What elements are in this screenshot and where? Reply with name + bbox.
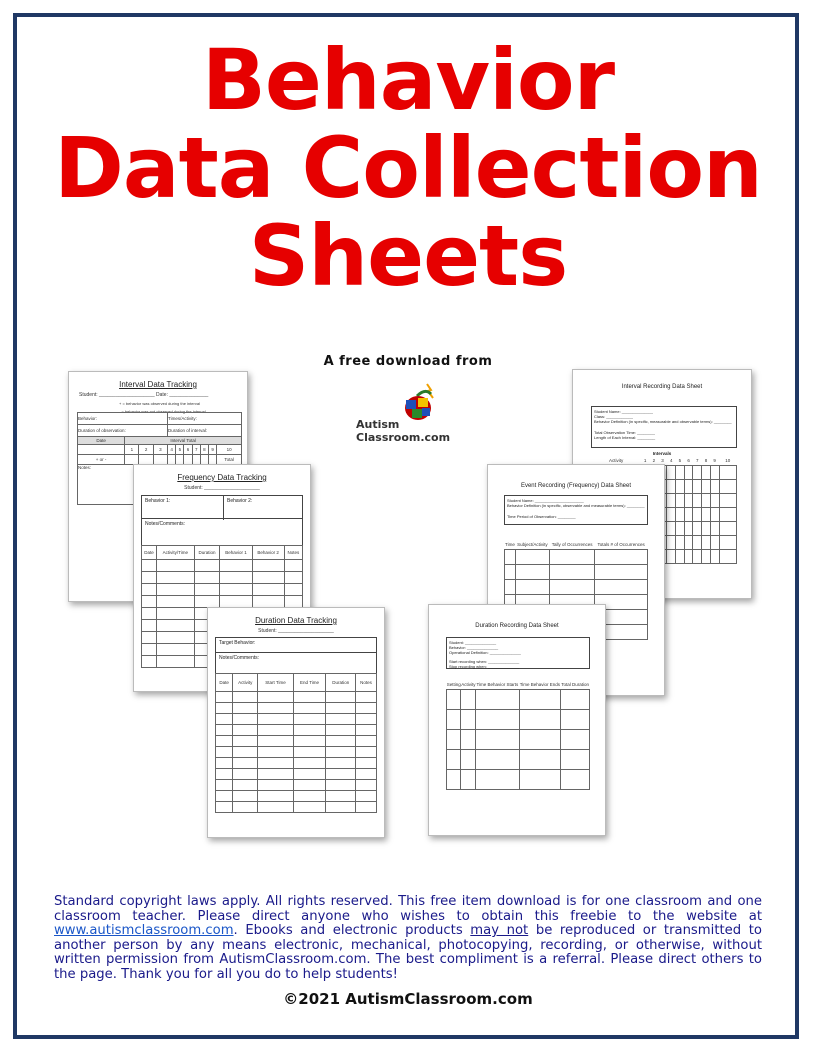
title-line-2: Data Collection — [54, 119, 762, 217]
event-recording-sheet-thumbnail: Event Recording (Frequency) Data Sheet Student Name: ______________________ Behavior Definition (in specific, observable and measurable terms): ________ Time Period of Observation: ________ Time Subject/Activity Tally of Occurrences Totals # of Occurrences — [487, 464, 665, 696]
website-link[interactable]: www.autismclassroom.com — [54, 923, 234, 939]
sheet-title: Duration Recording Data Sheet — [475, 623, 559, 629]
title-line-3: Sheets — [248, 207, 568, 305]
frequency-table: Date Activity/Time Duration Behavior 1 Behavior 2 Notes — [141, 545, 303, 668]
copyright-line: ©2021 AutismClassroom.com — [283, 990, 533, 1008]
copyright-notice: Standard copyright laws apply. All rights reserved. This free item download is for one classroom and one classroom teacher. Please direct anyone who wishes to obtain this freebie to the website at www.autismclassroom.com. Ebooks and electronic products may not be reproduced or transmitted to another person by any means electronic, mechanical, photocopying, recording, or otherwise, without written permission from AutismClassroom.com. The best compliment is a referral. Please direct others to the page. Thank you for all you do to help students! — [54, 894, 762, 982]
event-recording-table: Time Subject/Activity Tally of Occurrences Totals # of Occurrences — [504, 541, 648, 640]
free-download-text: A free download from — [323, 354, 493, 369]
interval-recording-table: Activity 1 2 3 4 5 6 7 8 9 10 — [591, 457, 737, 564]
sheet-title: Duration Data Tracking — [255, 616, 337, 625]
duration-recording-table: Setting Activity Time Behavior Starts Time Behavior Ends Total Duration — [446, 681, 590, 790]
duration-table: Date Activity Start Time End Time Duration Notes — [215, 673, 377, 813]
title-line-1: Behavior — [201, 31, 615, 129]
sheet-title: Event Recording (Frequency) Data Sheet — [520, 483, 632, 489]
interval-recording-sheet-thumbnail: Interval Recording Data Sheet Student Name: ______________ Class: ____________ Behavior Definition (in specific, measurable and observable terms): ________ Total Observation Time: ________ Length of Each Interval: ________ Intervals Activity 1 2 3 4 5 6 7 8 9 10 — [572, 369, 752, 599]
duration-data-sheet-thumbnail: Duration Data Tracking Student: ____________________ Target Behavior: Notes/Comments: Date Activity Start Time End Time Duration Notes — [207, 607, 385, 838]
sheet-title: Interval Recording Data Sheet — [621, 384, 703, 390]
sheet-title: Frequency Data Tracking — [177, 473, 267, 482]
sheet-title: Interval Data Tracking — [119, 380, 197, 389]
sheet-student: Student: ____________________ Date: ______________ — [79, 392, 209, 398]
duration-recording-sheet-thumbnail: Duration Recording Data Sheet Student: ______________ Behavior: ______________ Operational Definition: ______________ Start recording when: ______________ Stop recording when: ______________ Setting Activity Time Behavior Starts Time Behavior Ends Total Duration — [428, 604, 606, 836]
frequency-data-sheet-thumbnail: Frequency Data Tracking Student: ____________________ Behavior 1: Behavior 2: Notes/Comments: Date Activity/Time Duration Behavior 1 Behavior 2 Notes — [133, 464, 311, 692]
page-title — [0, 31, 816, 305]
interval-table: Behavior: Times/Activity: Duration of observation: Duration of interval: Date Interval Total 1 2 3 4 5 6 7 8 9 10 + or - Total Notes: — [77, 412, 242, 505]
logo-text: Autism Classroom.com — [356, 418, 451, 444]
interval-data-sheet-thumbnail: Interval Data Tracking Student: ____________________ Date: ______________ + = behavior was observed during the interval - = behavior was not observed during the interval Behavior: Times/Activity: Duration of observation: Duration of interval: Date Interval Total 1 2 3 4 5 6 7 8 9 10 + or - Total Notes: — [68, 371, 248, 602]
